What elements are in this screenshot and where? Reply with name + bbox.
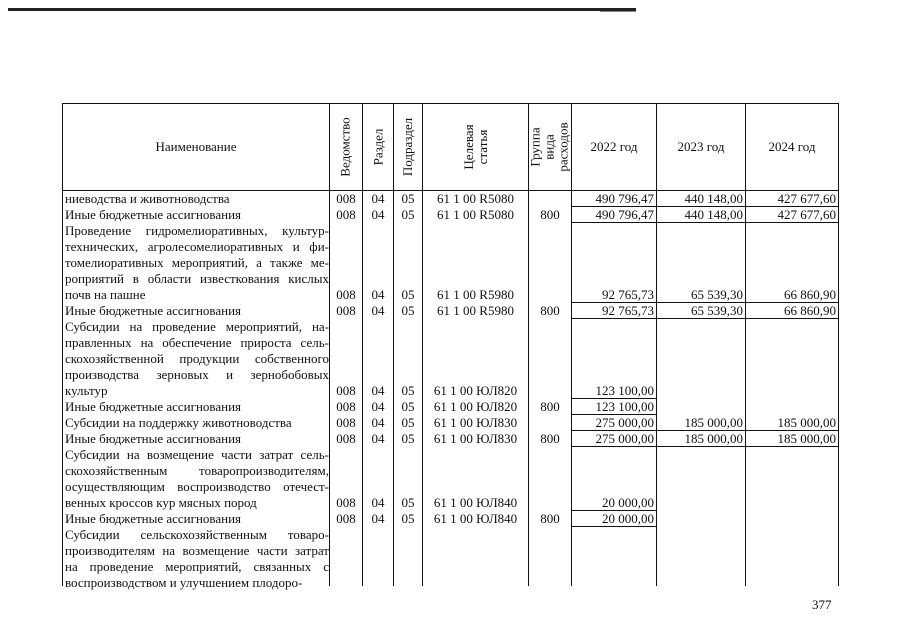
header-vedomstvo-label: Ведомство	[338, 117, 353, 177]
row-name: технических, агролесомелиоративных и фи-	[65, 239, 329, 254]
row-name: скохозяйственной продукции собственного	[65, 351, 329, 366]
row-name: воспроизводством и улучшением плодоро-	[65, 575, 303, 590]
row-vedomstvo: 008	[336, 415, 356, 430]
row-2024: 427 677,60	[777, 207, 836, 222]
row-podrazdel: 05	[401, 495, 415, 510]
row-name: ниеводства и животноводства	[65, 191, 230, 206]
row-podrazdel: 05	[401, 399, 415, 414]
row-2023	[657, 399, 743, 415]
row-name: правленных на обеспечение прироста сель-	[65, 335, 329, 350]
row-razdel: 04	[371, 511, 385, 526]
row-2023: 65 539,30	[691, 287, 743, 302]
table-row-line	[63, 223, 838, 239]
row-name: на проведение мероприятий, связанных с	[65, 559, 329, 574]
row-2022: 92 765,73	[602, 287, 654, 302]
row-name: Субсидии на возмещение части затрат сель-	[65, 447, 329, 462]
row-celevaya: 61 1 00 ЮЛ820	[433, 399, 518, 414]
row-podrazdel: 05	[401, 415, 415, 430]
header-2023: 2023 год	[677, 139, 725, 154]
table-row-line	[63, 479, 838, 495]
row-name: Иные бюджетные ассигнования	[65, 399, 242, 414]
row-gruppa	[529, 287, 571, 303]
row-name: Субсидии на поддержку животноводства	[65, 415, 292, 430]
row-celevaya: 61 1 00 ЮЛ840	[433, 495, 518, 510]
top-rule-tail	[600, 11, 636, 12]
row-gruppa: 800	[540, 399, 560, 414]
row-gruppa	[529, 575, 571, 591]
row-name: Иные бюджетные ассигнования	[65, 207, 242, 222]
row-2024: 185 000,00	[777, 415, 836, 430]
table-row-line	[63, 447, 838, 463]
row-vedomstvo	[330, 575, 362, 591]
row-2023: 65 539,30	[691, 303, 743, 318]
row-2023: 440 148,00	[684, 191, 743, 206]
row-2023	[657, 511, 743, 527]
row-gruppa: 800	[540, 511, 560, 526]
row-name: производства зерновых и зернобобовых	[65, 367, 329, 382]
row-gruppa	[529, 191, 571, 207]
row-celevaya	[423, 575, 528, 591]
row-razdel: 04	[371, 495, 385, 510]
row-2023	[657, 575, 743, 591]
header-podrazdel-label: Подраздел	[400, 117, 416, 177]
row-2023: 185 000,00	[684, 431, 743, 446]
row-celevaya: 61 1 00 ЮЛ840	[433, 511, 518, 526]
row-razdel: 04	[371, 287, 385, 302]
table-row-line	[63, 367, 838, 383]
table-row-line	[63, 399, 838, 415]
row-2024	[747, 495, 836, 511]
row-2022: 20 000,00	[602, 495, 654, 510]
row-celevaya: 61 1 00 ЮЛ830	[433, 415, 518, 430]
row-celevaya: 61 1 00 R5980	[437, 303, 514, 318]
row-razdel: 04	[371, 303, 385, 318]
row-vedomstvo: 008	[336, 511, 356, 526]
row-vedomstvo: 008	[336, 191, 356, 206]
row-gruppa	[529, 415, 571, 431]
row-name: томелиоративных мероприятий, а также ме-	[65, 255, 329, 270]
row-razdel	[363, 575, 393, 591]
row-2024	[747, 399, 836, 415]
row-2022: 20 000,00	[602, 511, 654, 526]
header-name: Наименование	[155, 139, 237, 154]
row-2022: 490 796,47	[595, 191, 654, 206]
row-gruppa: 800	[540, 207, 560, 222]
row-celevaya: 61 1 00 R5980	[437, 287, 514, 302]
row-name: производителям на возмещение части затрат	[65, 543, 329, 558]
row-2024	[747, 383, 836, 399]
row-podrazdel: 05	[401, 511, 415, 526]
table-row-line	[63, 335, 838, 351]
row-name: культур	[65, 383, 108, 398]
table-row-line	[63, 303, 838, 319]
table-row-line	[63, 543, 838, 559]
table-row-line	[63, 351, 838, 367]
row-name: Иные бюджетные ассигнования	[65, 303, 242, 318]
row-vedomstvo: 008	[336, 383, 356, 398]
table-row-line	[63, 527, 838, 543]
row-name: Проведение гидромелиоративных, культур-	[65, 223, 329, 238]
row-name: осуществляющим воспроизводство отечест-	[65, 479, 329, 494]
row-name: венных кроссов кур мясных пород	[65, 495, 257, 510]
row-2022: 490 796,47	[595, 207, 654, 222]
row-razdel: 04	[371, 399, 385, 414]
header-celevaya-label: Целевая статья	[460, 124, 490, 170]
table-row-line	[63, 207, 838, 223]
header-podrazdel	[394, 104, 422, 190]
row-2022: 92 765,73	[602, 303, 654, 318]
row-celevaya: 61 1 00 R5080	[437, 207, 514, 222]
row-2022: 123 100,00	[595, 383, 654, 398]
row-celevaya: 61 1 00 ЮЛ830	[433, 431, 518, 446]
header-2022: 2022 год	[590, 139, 638, 154]
header-celevaya	[423, 104, 528, 190]
row-gruppa: 800	[540, 303, 560, 318]
row-razdel: 04	[371, 191, 385, 206]
header-2024: 2024 год	[768, 139, 816, 154]
row-vedomstvo: 008	[336, 287, 356, 302]
table-row-line	[63, 463, 838, 479]
row-2023: 440 148,00	[684, 207, 743, 222]
row-podrazdel: 05	[401, 431, 415, 446]
row-2022	[572, 575, 654, 591]
table-row-line	[63, 319, 838, 335]
row-2024: 185 000,00	[777, 431, 836, 446]
table-row-line	[63, 383, 838, 399]
row-2024: 66 860,90	[784, 287, 836, 302]
row-2024: 427 677,60	[777, 191, 836, 206]
table-row-line	[63, 495, 838, 511]
table-row-line	[63, 271, 838, 287]
header-vedomstvo	[330, 104, 362, 190]
row-vedomstvo: 008	[336, 207, 356, 222]
row-podrazdel: 05	[401, 191, 415, 206]
header-gruppa	[529, 104, 571, 190]
header-razdel-label: Раздел	[370, 128, 385, 166]
row-name: почв на пашне	[65, 287, 146, 302]
row-2024: 66 860,90	[784, 303, 836, 318]
row-2022: 275 000,00	[595, 415, 654, 430]
row-2022: 275 000,00	[595, 431, 654, 446]
row-name: Субсидии на проведение мероприятий, на-	[65, 319, 329, 334]
row-name: Иные бюджетные ассигнования	[65, 431, 242, 446]
table-row-line	[63, 559, 838, 575]
row-razdel: 04	[371, 415, 385, 430]
row-podrazdel: 05	[401, 287, 415, 302]
row-razdel: 04	[371, 207, 385, 222]
row-vedomstvo: 008	[336, 303, 356, 318]
row-razdel: 04	[371, 383, 385, 398]
row-vedomstvo: 008	[336, 495, 356, 510]
table-row-line	[63, 511, 838, 527]
table-row-line	[63, 575, 838, 591]
table-row-line	[63, 287, 838, 303]
table-row-line	[63, 431, 838, 447]
row-vedomstvo: 008	[336, 431, 356, 446]
row-2023: 185 000,00	[684, 415, 743, 430]
row-gruppa	[529, 383, 571, 399]
header-gruppa-label: Группа вида расходов	[528, 122, 571, 172]
table-row-line	[63, 191, 838, 207]
row-celevaya: 61 1 00 R5080	[437, 191, 514, 206]
row-2024	[747, 511, 836, 527]
row-podrazdel: 05	[401, 383, 415, 398]
table-row-line	[63, 415, 838, 431]
table-row-line	[63, 239, 838, 255]
row-2024	[747, 575, 836, 591]
row-celevaya: 61 1 00 ЮЛ820	[433, 383, 518, 398]
row-podrazdel: 05	[401, 303, 415, 318]
header-razdel	[363, 104, 393, 190]
budget-table	[62, 103, 839, 590]
row-gruppa	[529, 495, 571, 511]
row-name: скохозяйственным товаропроизводителям,	[65, 463, 329, 478]
page-number: 377	[812, 597, 832, 612]
row-name: Субсидии сельскохозяйственным товаро-	[65, 527, 329, 542]
row-name: Иные бюджетные ассигнования	[65, 511, 242, 526]
row-razdel: 04	[371, 431, 385, 446]
row-podrazdel: 05	[401, 207, 415, 222]
row-gruppa: 800	[540, 431, 560, 446]
table-row-line	[63, 255, 838, 271]
top-rule	[8, 8, 636, 11]
row-2023	[657, 495, 743, 511]
row-vedomstvo: 008	[336, 399, 356, 414]
row-2023	[657, 383, 743, 399]
row-2022: 123 100,00	[595, 399, 654, 414]
row-name: роприятий в области известкования кислых	[65, 271, 329, 286]
row-podrazdel	[394, 575, 422, 591]
